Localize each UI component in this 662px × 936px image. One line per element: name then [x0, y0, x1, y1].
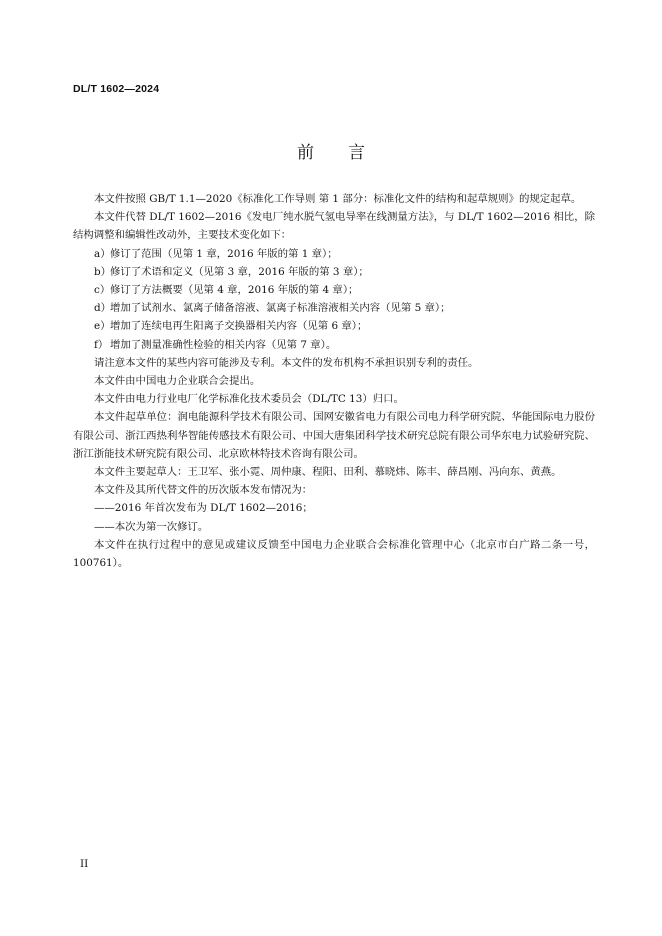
page-number: II: [80, 858, 89, 870]
paragraph-proposed-by: 本文件由中国电力企业联合会提出。: [94, 375, 261, 388]
list-item-label: c）: [94, 284, 111, 297]
list-item-text: 增加了测量准确性检验的相关内容（见第 7 章）。: [110, 338, 337, 351]
list-item-label: b）: [94, 265, 112, 278]
history-item: ——2016 年首次发布为 DL/T 1602—2016；: [94, 502, 313, 515]
paragraph-patent: 请注意本文件的某些内容可能涉及专利。本文件的发布机构不承担识别专利的责任。: [94, 356, 479, 369]
list-item-text: 增加了连续电再生阳离子交换器相关内容（见第 6 章）；: [110, 320, 368, 333]
list-item-label: d）: [94, 302, 112, 315]
paragraph-history-intro: 本文件及其所代替文件的历次版本发布情况为：: [94, 484, 313, 497]
paragraph-drafters: 本文件主要起草人：王卫军、张小霓、周仲康、程阳、田利、慕晓炜、陈丰、薛昌刚、冯向东、黄燕。: [94, 466, 562, 479]
paragraph-centralized-by: 本文件由电力行业电厂化学标准化技术委员会（DL/TC 13）归口。: [94, 393, 404, 406]
list-item: [73, 263, 595, 281]
list-item-text: 修订了方法概要（见第 4 章，2016 年版的第 4 章）；: [110, 284, 359, 297]
list-item-label: f）: [94, 338, 109, 351]
list-item: [73, 281, 595, 299]
foreword-body: [73, 190, 595, 572]
history-item: ——本次为第一次修订。: [94, 520, 209, 533]
list-item-text: 增加了试剂水、氯离子储备溶液、氯离子标准溶液相关内容（见第 5 章）；: [110, 302, 451, 315]
standard-id: DL/T 1602—2024: [73, 83, 160, 95]
paragraph-drafting-units: 本文件起草单位：润电能源科学技术有限公司、国网安徽省电力有限公司电力科学研究院、华能国际电力股份有限公司、浙江西热利华智能传感技术有限公司、中国大唐集团科学技术研究总院有限公司华东电力试验研究院、浙江浙能技术研究院有限公司、北京欧林特技术咨询有限公司。: [73, 411, 595, 460]
page-title: 前言: [297, 143, 399, 163]
list-item-text: 修订了术语和定义（见第 3 章，2016 年版的第 3 章）；: [110, 265, 369, 278]
paragraph-replacement: 本文件代替 DL/T 1602—2016《发电厂纯水脱气氢电导率在线测量方法》，与 DL/T 1602—2016 相比，除结构调整和编辑性改动外，主要技术变化如下：: [73, 211, 595, 242]
list-item: [73, 299, 595, 317]
list-item-label: a）: [94, 247, 111, 260]
list-item: [73, 317, 595, 335]
list-item: [73, 245, 595, 263]
paragraph-feedback: 本文件在执行过程中的意见或建议反馈至中国电力企业联合会标准化管理中心（北京市白广路二条一号，100761）。: [73, 538, 595, 570]
list-item: [73, 336, 595, 354]
paragraph-drafting-rules: 本文件按照 GB/T 1.1—2020《标准化工作导则 第 1 部分：标准化文件的结构和起草规则》的规定起草。: [94, 193, 582, 205]
list-item-label: e）: [94, 320, 111, 333]
list-item-text: 修订了范围（见第 1 章，2016 年版的第 1 章）；: [110, 247, 338, 260]
